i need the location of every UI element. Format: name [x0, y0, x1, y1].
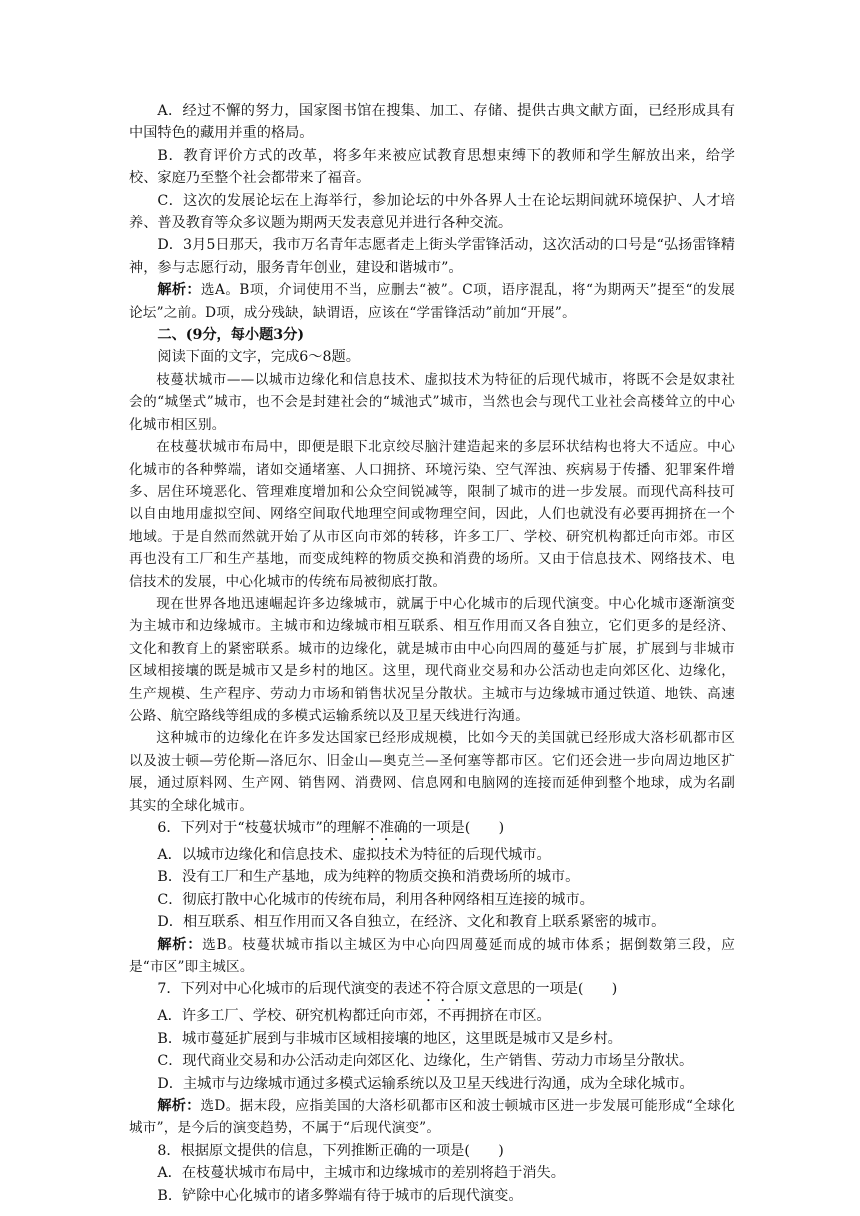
q5-analysis-text: 选A。B项，介词使用不当，应删去“被”。C项，语序混乱，将“为期两天”提至“的发展论坛”之前。D项，成分残缺，缺谓语，应该在“学雷锋活动”前加“开展”。 [129, 282, 735, 321]
q6-option-c: C．彻底打散中心化城市的传统布局，利用各种网络相互连接的城市。 [157, 891, 594, 908]
passage-paragraph-2: 在枝蔓状城市布局中，即便是眼下北京绞尽脑汁建造起来的多层环状结构也将大不适应。中心化城市的各种弊端，诸如交通堵塞、人口拥挤、环境污染、空气浑浊、疾病易于传播、犯罪案件增多、居住环境恶化、管理难度增加和公众空间锐减等，限制了城市的进一步发展。而现代高科技可以自由地用虚拟空间、网络空间取代地理空间或物理空间，因此，人们也就没有必要再拥挤在一个地域。于是自然而然就开始了从市区向市郊的转移，许多工厂、学校、研究机构都迁向市郊。市区再也没有工厂和生产基地，而变成纯粹的物质交换和消费的场所。又由于信息技术、网络技术、电信技术的发展，中心化城市的传统布局被彻底打散。 [129, 439, 735, 590]
q6-analysis-text: 选B。枝蔓状城市指以主城区为中心向四周蔓延而成的城市体系；据倒数第三段，应是“市区”即主城区。 [129, 936, 735, 976]
q5-analysis [129, 279, 735, 324]
section-heading: 二、(9分，每小题3分) [157, 327, 305, 344]
q7-stem [129, 978, 735, 1005]
q6-stem [129, 817, 735, 844]
q7-option-a: A．许多工厂、学校、研究机构都迁向市郊，不再拥挤在市区。 [157, 1008, 551, 1025]
q5-option-a: A．经过不懈的努力，国家图书馆在搜集、加工、存储、提供古典文献方面，已经形成具有中国特色的藏用并重的格局。 [129, 103, 735, 142]
q6-option-d: D．相互联系、相互作用而又各自独立，在经济、文化和教育上联系紧密的城市。 [157, 914, 666, 931]
q5-option-c: C．这次的发展论坛在上海举行，参加论坛的中外各界人士在论坛期间就环境保护、人才培养、普及教育等众多议题为期两天发表意见并进行各种交流。 [129, 192, 735, 232]
passage-paragraph-4: 这种城市的边缘化在许多发达国家已经形成规模，比如今天的美国就已经形成大洛杉矶都市区以及波士顿—劳伦斯—洛厄尔、旧金山—奥克兰—圣何塞等都市区。它们还会进一步向周边地区扩展，通过原料网、生产网、销售网、消费网、信息网和电脑网的连接而延伸到整个地球，成为名副其实的全球化城市。 [129, 730, 735, 814]
q8-stem: 8．根据原文提供的信息，下列推断正确的一项是( ) [157, 1142, 504, 1159]
q7-option-b: B．城市蔓延扩展到与非城市区域相接壤的地区，这里既是城市又是乡村。 [157, 1030, 622, 1047]
passage-paragraph-1: 枝蔓状城市——以城市边缘化和信息技术、虚拟技术为特征的后现代城市，将既不会是奴隶社会的“城堡式”城市，也不会是封建社会的“城池式”城市，当然也会与现代工业社会高楼耸立的中心化城市相区别。 [129, 371, 735, 433]
q6-option-a: A．以城市边缘化和信息技术、虚拟技术为特征的后现代城市。 [157, 847, 551, 863]
q7-stem-pre: 7．下列对中心化城市的后现代演变的表述 [157, 981, 422, 998]
q7-option-d: D．主城市与边缘城市通过多模式运输系统以及卫星天线进行沟通，成为全球化城市。 [157, 1075, 694, 1092]
analysis-label: 解析： [157, 936, 203, 953]
analysis-label: 解析： [157, 1098, 201, 1115]
passage-paragraph-3: 现在世界各地迅速崛起许多边缘城市，就属于中心化城市的后现代演变。中心化城市逐渐演变为主城市和边缘城市。主城市和边缘城市相互联系、相互作用而又各自独立，它们更多的是经济、文化和教育上的紧密联系。城市的边缘化，就是城市由中心向四周的蔓延与扩展，扩展到与非城市区域相接壤的既是城市又是乡村的地区。这里，现代商业交易和办公活动也走向郊区化、边缘化，生产规模、生产程序、劳动力市场和销售状况呈分散状。主城市与边缘城市通过铁道、地铁、高速公路、航空路线等组成的多模式运输系统以及卫星天线进行沟通。 [129, 595, 735, 724]
q7-analysis-text: 选D。据末段，应指美国的大洛杉矶都市区和波士顿城市区进一步发展可能形成“全球化城市”，是今后的演变趋势，不属于“后现代演变”。 [129, 1098, 735, 1137]
q6-option-b: B．没有工厂和生产基地，成为纯粹的物质交换和消费场所的城市。 [157, 869, 580, 886]
q8-option-b: B．铲除中心化城市的诸多弊端有待于城市的后现代演变。 [157, 1187, 523, 1204]
q7-analysis [129, 1095, 735, 1140]
q5-option-b: B．教育评价方式的改革，将多年来被应试教育思想束缚下的教师和学生解放出来，给学校、家庭乃至整个社会都带来了福音。 [129, 147, 735, 187]
q7-stem-emphasis: 不符合 [421, 981, 465, 998]
q6-stem-emphasis: 不准确 [365, 820, 408, 836]
q5-option-d: D．3月5日那天，我市万名青年志愿者走上街头学雷锋活动，这次活动的口号是“弘扬雷锋精神，参与志愿行动，服务青年创业，建设和谐城市”。 [129, 237, 735, 276]
q7-stem-post: 原文意思的一项是( ) [464, 981, 618, 998]
q6-stem-post: 的一项是( ) [407, 820, 505, 836]
q8-option-a: A．在枝蔓状城市布局中，主城市和边缘城市的差别将趋于消失。 [157, 1165, 565, 1182]
analysis-label: 解析： [157, 282, 201, 299]
section-intro: 阅读下面的文字，完成6～8题。 [157, 349, 360, 366]
q6-stem-pre: 6．下列对于“枝蔓状城市”的理解 [157, 820, 366, 836]
q7-option-c: C．现代商业交易和办公活动走向郊区化、边缘化，生产销售、劳动力市场呈分散状。 [157, 1053, 694, 1070]
document-page [129, 100, 735, 1207]
q6-analysis [129, 934, 735, 979]
